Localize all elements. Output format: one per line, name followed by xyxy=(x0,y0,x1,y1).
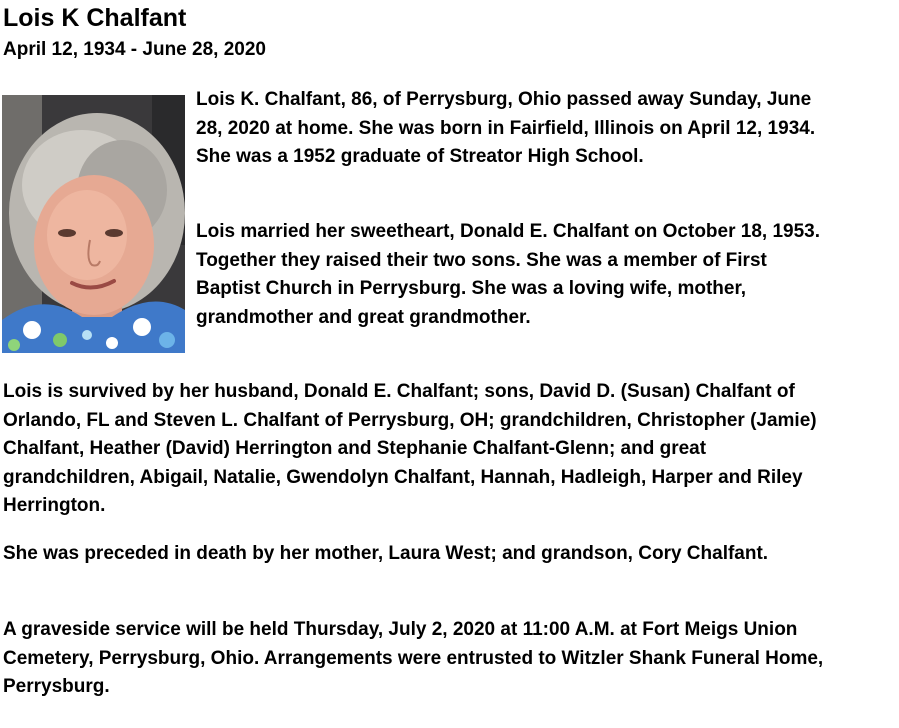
obituary-paragraph-birth: Lois K. Chalfant, 86, of Perrysburg, Ohio passed away Sunday, June 28, 2020 at home. She was born in Fairfield, Illinois on April 12, 1934. She was a 1952 graduate of Streator High School. xyxy=(196,89,816,167)
portrait-photo xyxy=(2,95,185,353)
obituary-paragraph-service: A graveside service will be held Thursday, July 2, 2020 at 11:00 A.M. at Fort Meigs Union Cemetery, Perrysburg, Ohio. Arrangements were entrusted to Witzler Shank Funeral Home, Perrysburg. xyxy=(3,619,824,697)
deceased-name: Lois K Chalfant xyxy=(3,4,187,32)
obituary-paragraph-preceded: She was preceded in death by her mother, Laura West; and grandson, Cory Chalfant. xyxy=(3,543,769,564)
obituary-paragraph-marriage: Lois married her sweetheart, Donald E. Chalfant on October 18, 1953. Together they raised their two sons. She was a member of First Baptist Church in Perrysburg. She was a loving wife, mother, grandmother and great grandmother. xyxy=(196,221,821,328)
life-dates: April 12, 1934 - June 28, 2020 xyxy=(3,39,266,60)
obituary-paragraph-survivors: Lois is survived by her husband, Donald E. Chalfant; sons, David D. (Susan) Chalfant of Orlando, FL and Steven L. Chalfant of Perrysburg, OH; grandchildren, Christopher (Jamie) Chalfant, Heather (David) Herrington and Stephanie Chalfant-Glenn; and great grandchildren, Abigail, Natalie, Gwendolyn Chalfant, Hannah, Hadleigh, Harper and Riley Herrington. xyxy=(3,381,817,516)
